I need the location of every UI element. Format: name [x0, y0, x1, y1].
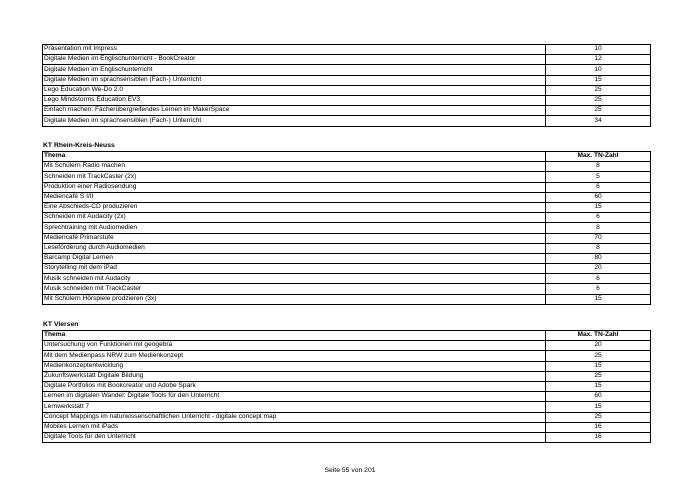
cell-max-tn: 15	[546, 402, 651, 412]
table-row	[43, 253, 651, 263]
cell-max-tn: 8	[546, 223, 651, 233]
cell-thema: Digitale Medien im sprachsensiblen (Fach-) Unterricht	[43, 75, 546, 85]
cell-max-tn: 15	[546, 294, 651, 304]
table-row	[43, 213, 651, 223]
page-number: Seite 55 von 201	[324, 467, 376, 474]
cell-thema: Eine Abschieds-CD produzieren	[43, 202, 546, 212]
table-row	[43, 243, 651, 253]
cell-thema: Mit Schülern Hörspiele prodzieren (3x)	[43, 294, 546, 304]
table-row	[43, 284, 651, 294]
cell-max-tn: 12	[546, 55, 651, 65]
table-row	[43, 45, 651, 55]
cell-max-tn: 15	[546, 75, 651, 85]
header-thema: Thema	[43, 331, 546, 341]
cell-thema: Storytelling mit dem iPad	[43, 264, 546, 274]
cell-thema: Musik schneiden mit Audacity	[43, 274, 546, 284]
cell-max-tn: 20	[546, 264, 651, 274]
cell-thema: Lego Education We-Do 2.0	[43, 85, 546, 95]
cell-max-tn: 25	[546, 95, 651, 105]
cell-max-tn: 25	[546, 371, 651, 381]
cell-max-tn: 10	[546, 65, 651, 75]
cell-thema: Schneiden mit TrackCaster (2x)	[43, 172, 546, 182]
header-max-tn: Max. TN-Zahl	[546, 331, 651, 341]
table-rhein-kreis-neuss	[42, 151, 651, 305]
table-row	[43, 202, 651, 212]
cell-thema: Mediencafé S I/II	[43, 192, 546, 202]
cell-max-tn: 25	[546, 351, 651, 361]
cell-max-tn: 15	[546, 361, 651, 371]
table-row	[43, 106, 651, 116]
table-row	[43, 381, 651, 391]
table-row	[43, 264, 651, 274]
cell-thema: Mit dem Medienpass NRW zum Medienkonzept	[43, 351, 546, 361]
table-row	[43, 361, 651, 371]
cell-thema: Musik schneiden mit TrackCaster	[43, 284, 546, 294]
table-row	[43, 116, 651, 126]
cell-thema: Einfach machen: Fächerübergreifendes Lernen im MakerSpace	[43, 106, 546, 116]
table-row	[43, 274, 651, 284]
cell-max-tn: 20	[546, 341, 651, 351]
table-row	[43, 223, 651, 233]
table-row	[43, 432, 651, 442]
cell-max-tn: 80	[546, 253, 651, 263]
header-thema: Thema	[43, 152, 546, 162]
table-row	[43, 192, 651, 202]
cell-max-tn: 16	[546, 422, 651, 432]
table-row	[43, 371, 651, 381]
cell-max-tn: 25	[546, 106, 651, 116]
cell-thema: Mit Schülern Radio machen	[43, 162, 546, 172]
cell-max-tn: 25	[546, 412, 651, 422]
table-row	[43, 85, 651, 95]
cell-thema: Leseförderung durch Audiomedien	[43, 243, 546, 253]
cell-max-tn: 60	[546, 192, 651, 202]
cell-thema: Produktion einer Radiosendung	[43, 182, 546, 192]
cell-max-tn: 6	[546, 182, 651, 192]
table-row	[43, 182, 651, 192]
table-row	[43, 75, 651, 85]
cell-max-tn: 8	[546, 162, 651, 172]
table-row	[43, 55, 651, 65]
cell-thema: Digitale Medien im sprachsensiblen (Fach-) Unterricht	[43, 116, 546, 126]
cell-max-tn: 25	[546, 85, 651, 95]
cell-max-tn: 15	[546, 381, 651, 391]
cell-thema: Lego Mindstorms Education EV3	[43, 95, 546, 105]
table-row	[43, 172, 651, 182]
section-title-rhein-kreis-neuss: KT Rhein-Kreis-Neuss	[43, 142, 115, 149]
cell-thema: Zukunftswerkstatt Digitale Bildung	[43, 371, 546, 381]
cell-thema: Concept Mappings im naturwissenschaftlichen Unterricht - digitale concept map	[43, 412, 546, 422]
table-row	[43, 65, 651, 75]
cell-thema: Digitale Portfolios mit Bookcreator und Adobe Spark	[43, 381, 546, 391]
cell-max-tn: 8	[546, 243, 651, 253]
cell-thema: Digitale Medien im Englischunterricht - BookCreator	[43, 55, 546, 65]
table-row	[43, 392, 651, 402]
cell-thema: Präsentation mit Impress	[43, 45, 546, 55]
cell-max-tn: 70	[546, 233, 651, 243]
cell-thema: Mediencafé Primarstufe	[43, 233, 546, 243]
table-continued	[42, 44, 651, 127]
cell-max-tn: 34	[546, 116, 651, 126]
cell-thema: Untersuchung von Funktionen mit geogebra	[43, 341, 546, 351]
table-row	[43, 341, 651, 351]
header-max-tn: Max. TN-Zahl	[546, 152, 651, 162]
table-row	[43, 422, 651, 432]
cell-thema: Schneiden mit Audacity (2x)	[43, 213, 546, 223]
cell-thema: Medienkonzeptentwicklung	[43, 361, 546, 371]
cell-max-tn: 15	[546, 202, 651, 212]
cell-thema: Digitale Medien im Englischunterricht	[43, 65, 546, 75]
section-title-viersen: KT Viersen	[43, 321, 79, 328]
cell-thema: Mobiles Lernen mit iPads	[43, 422, 546, 432]
cell-thema: Barcamp Digital Lernen	[43, 253, 546, 263]
cell-max-tn: 6	[546, 284, 651, 294]
table-row	[43, 351, 651, 361]
table-viersen	[42, 330, 651, 443]
cell-max-tn: 6	[546, 274, 651, 284]
cell-max-tn: 10	[546, 45, 651, 55]
table-row	[43, 162, 651, 172]
cell-thema: Sprechtraining mit Audiomedien	[43, 223, 546, 233]
cell-max-tn: 60	[546, 392, 651, 402]
cell-thema: Lernen im digitalen Wandel: Digitale Tools für den Unterricht	[43, 392, 546, 402]
cell-max-tn: 6	[546, 213, 651, 223]
cell-max-tn: 16	[546, 432, 651, 442]
table-row	[43, 294, 651, 304]
cell-thema: Lernwerkstatt 7	[43, 402, 546, 412]
table-row	[43, 233, 651, 243]
cell-thema: Digitale Tools für den Unterricht	[43, 432, 546, 442]
table-row	[43, 402, 651, 412]
cell-max-tn: 5	[546, 172, 651, 182]
table-row	[43, 412, 651, 422]
table-header-row	[43, 331, 651, 341]
table-header-row	[43, 152, 651, 162]
table-row	[43, 95, 651, 105]
